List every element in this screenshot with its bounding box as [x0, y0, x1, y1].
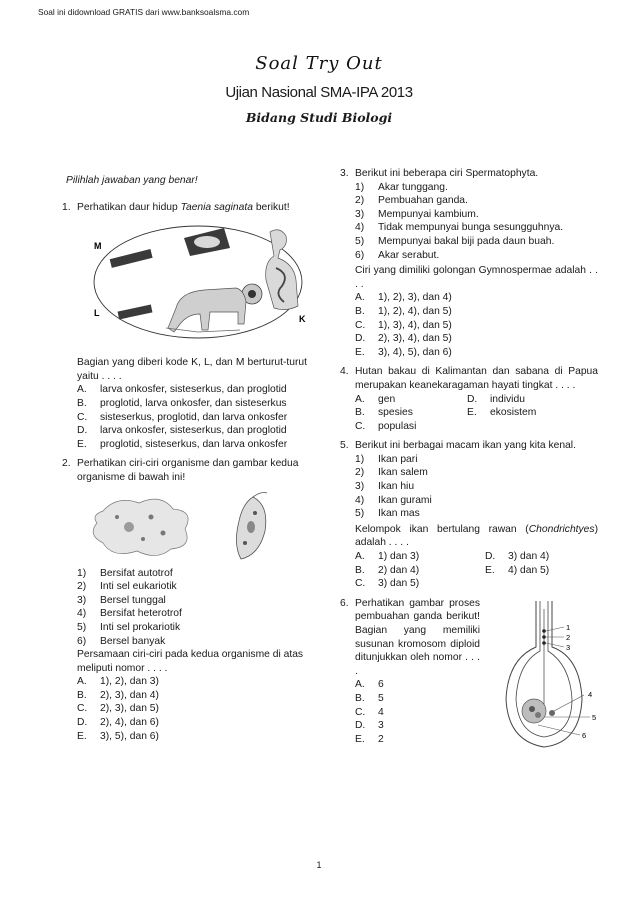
option-d[interactable]: D. individu — [467, 393, 525, 405]
option-d[interactable]: D. 3 — [355, 720, 384, 732]
label-4: 4 — [588, 689, 593, 699]
question-text: Ciri yang dimiliki golongan Gymnospermae adalah . . . . — [355, 265, 598, 290]
question-stem: Perhatikan ciri-ciri organisme dan gambar kedua organisme di bawah ini! — [77, 458, 299, 483]
question-text: Persamaan ciri-ciri pada kedua organisme di atas meliputi nomor . . . . — [77, 649, 304, 674]
cow-host-figure — [166, 288, 246, 332]
list-item: 4) Tidak mempunyai bunga sesungguhnya. — [355, 222, 564, 234]
ovule-figure — [506, 601, 582, 747]
list-item: 1) Bersifat autotrof — [77, 567, 173, 579]
exam-subtitle: Ujian Nasional SMA-IPA 2013 — [225, 84, 413, 101]
label-1: 1 — [566, 622, 571, 632]
option-a[interactable]: A. gen — [355, 393, 396, 405]
list-item: 6) Akar serabut. — [355, 249, 440, 261]
organisms-figure — [77, 489, 302, 565]
option-b[interactable]: B. 5 — [355, 692, 384, 704]
right-column — [340, 167, 598, 746]
option-e[interactable]: E. ekosistem — [467, 407, 537, 419]
option-a[interactable]: A. 1) dan 3) — [355, 551, 420, 563]
question-6 — [340, 597, 598, 747]
question-stem: Perhatikan gambar proses pembuahan ganda berikut! Bagian yang memiliki susunan kromosom diploid ditunjukkan oleh nomor . . . . — [355, 597, 480, 677]
option-b[interactable]: B. proglotid, larva onkosfer, dan sisteserkus — [77, 397, 287, 409]
list-item: 1) Akar tunggang. — [355, 181, 448, 193]
question-3 — [340, 167, 598, 359]
list-item: 6) Bersel banyak — [77, 635, 166, 647]
question-number: 3. — [340, 168, 349, 179]
list-item: 4) Ikan gurami — [355, 494, 432, 506]
subject-title: Bidang Studi Biologi — [245, 110, 393, 125]
list-item: 3) Mempunyai kambium. — [355, 208, 479, 220]
option-a[interactable]: A. larva onkosfer, sisteserkus, dan proglotid — [77, 384, 287, 396]
option-d[interactable]: D. 2), 4), dan 6) — [77, 717, 159, 729]
option-d[interactable]: D. 2), 3), 4), dan 5) — [355, 333, 452, 345]
double-fertilization-diagram — [488, 595, 600, 755]
page-title: Soal Try Out — [255, 53, 383, 74]
question-1-answer-block — [77, 356, 307, 451]
list-item: 5) Inti sel prokariotik — [77, 621, 181, 633]
question-text: Kelompok ikan bertulang rawan (Chondrichtyes) adalah . . . . — [355, 523, 598, 549]
label-2: 2 — [566, 632, 571, 642]
option-c[interactable]: C. 3) dan 5) — [355, 578, 420, 590]
list-item: 3) Bersel tunggal — [77, 594, 166, 606]
option-b[interactable]: B. 2), 3), dan 4) — [77, 689, 159, 701]
instruction: Pilihlah jawaban yang benar! — [66, 175, 198, 186]
question-text: Bagian yang diberi kode K, L, dan M berturut-turut yaitu . . . . — [77, 357, 307, 382]
list-item: 4) Bersifat heterotrof — [77, 608, 182, 620]
question-number: 4. — [340, 366, 349, 378]
option-d[interactable]: D. 3) dan 4) — [485, 551, 550, 563]
option-e[interactable]: E. 3), 5), dan 6) — [77, 730, 159, 742]
option-c[interactable]: C. populasi — [355, 420, 417, 432]
question-number: 1. — [62, 201, 71, 213]
option-c[interactable]: C. 1), 3), 4), dan 5) — [355, 319, 452, 331]
option-b[interactable]: B. 2) dan 4) — [355, 564, 420, 576]
option-e[interactable]: E. 2 — [355, 733, 384, 745]
list-item: 5) Mempunyai bakal biji pada daun buah. — [355, 235, 555, 247]
option-e[interactable]: E. 4) dan 5) — [485, 564, 550, 576]
amoeba-figure — [93, 499, 188, 555]
proglotid-figure — [110, 249, 153, 268]
question-stem: Berikut ini beberapa ciri Spermatophyta. — [355, 168, 539, 179]
option-a[interactable]: A. 1), 2), 3), dan 4) — [355, 292, 452, 304]
option-c[interactable]: C. 4 — [355, 706, 384, 718]
euglena-figure — [236, 492, 267, 559]
download-note: Soal ini didownload GRATIS dari www.banksoalsma.com — [38, 7, 250, 17]
list-item: 2) Ikan salem — [355, 467, 428, 479]
option-a[interactable]: A. 6 — [355, 679, 384, 691]
label-5: 5 — [592, 712, 597, 722]
label-m: M — [94, 241, 102, 252]
list-item: 1) Ikan pari — [355, 453, 418, 465]
option-b[interactable]: B. spesies — [355, 407, 413, 419]
list-item: 2) Pembuahan ganda. — [355, 195, 468, 207]
page-number: 1 — [316, 860, 322, 870]
list-item: 2) Inti sel eukariotik — [77, 581, 177, 593]
question-stem: Berikut ini berbagai macam ikan yang kita kenal. — [355, 440, 576, 452]
option-c[interactable]: C. 2), 3), dan 5) — [77, 703, 159, 715]
taenia-life-cycle-diagram — [80, 220, 315, 350]
list-item: 5) Ikan mas — [355, 508, 420, 520]
option-c[interactable]: C. sisteserkus, proglotid, dan larva onkosfer — [77, 411, 288, 423]
label-l: L — [94, 308, 100, 319]
egg-cyst-figure — [184, 228, 230, 256]
label-3: 3 — [566, 642, 571, 652]
list-item: 3) Ikan hiu — [355, 481, 415, 493]
larva-figure — [118, 305, 153, 320]
question-4 — [340, 365, 598, 433]
question-2 — [62, 457, 307, 743]
question-number: 5. — [340, 440, 349, 452]
question-number: 2. — [62, 458, 71, 470]
label-6: 6 — [582, 730, 587, 740]
question-5 — [340, 439, 598, 591]
question-number: 6. — [340, 597, 349, 609]
option-e[interactable]: E. 3), 4), 5), dan 6) — [355, 346, 452, 358]
option-b[interactable]: B. 1), 2), 4), dan 5) — [355, 305, 452, 317]
option-a[interactable]: A. 1), 2), dan 3) — [77, 676, 159, 688]
question-stem: Hutan bakau di Kalimantan dan sabana di Papua merupakan keanekaragaman hayati tingkat . . . . — [355, 366, 598, 391]
question-stem: Perhatikan daur hidup Taenia saginata berikut! — [77, 201, 290, 213]
left-column — [62, 174, 307, 743]
label-k: K — [299, 314, 306, 325]
question-1 — [62, 201, 307, 215]
option-d[interactable]: D. larva onkosfer, sisteserkus, dan proglotid — [77, 425, 287, 437]
option-e[interactable]: E. proglotid, sisteserkus, dan larva onkosfer — [77, 438, 288, 450]
